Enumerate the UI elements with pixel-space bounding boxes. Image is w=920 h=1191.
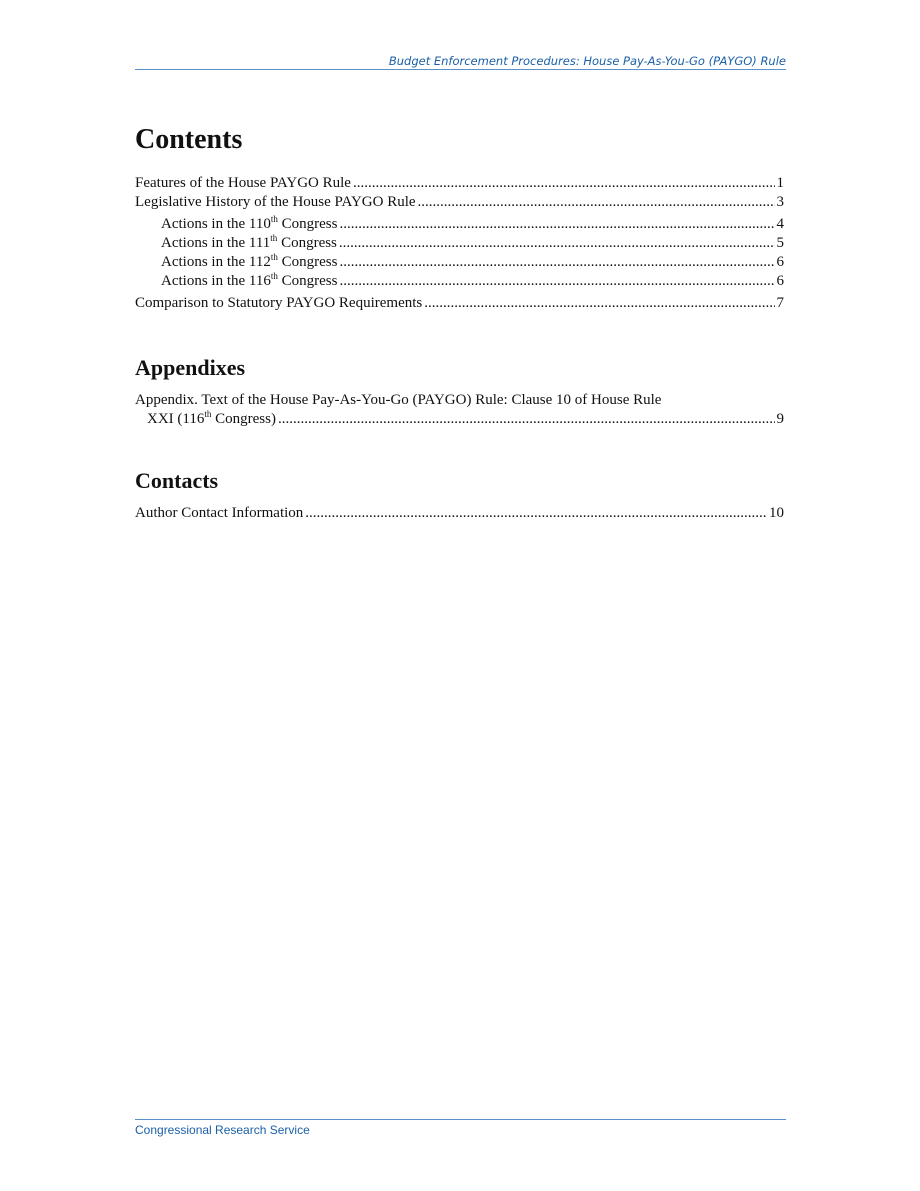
toc-page-number: 9	[776, 411, 784, 427]
toc-entry-label-line2-row	[135, 410, 784, 429]
contacts-heading: Contacts	[135, 468, 219, 493]
toc-page-number: 6	[776, 254, 784, 270]
toc-entry-116th-congress[interactable]	[135, 272, 784, 291]
toc-entry-111th-congress[interactable]	[135, 234, 784, 253]
toc-dot-leader	[278, 410, 775, 429]
contents-heading: Contents	[135, 124, 243, 155]
contents-toc-list	[135, 174, 784, 313]
toc-page-number: 4	[776, 216, 784, 232]
toc-page-number: 5	[776, 235, 784, 251]
toc-page-number: 6	[776, 273, 784, 289]
toc-dot-leader	[305, 504, 767, 523]
toc-entry-features[interactable]	[135, 174, 784, 193]
toc-page-number: 10	[769, 505, 784, 521]
toc-entry-author-contact[interactable]	[135, 504, 784, 523]
toc-dot-leader	[339, 253, 774, 272]
toc-page-number: 1	[776, 175, 784, 191]
toc-entry-label: Actions in the 116th Congress	[161, 271, 338, 289]
footer-organization: Congressional Research Service	[135, 1123, 310, 1137]
toc-page-number: 3	[776, 194, 784, 210]
appendixes-toc-list	[135, 391, 784, 429]
toc-page-number: 7	[776, 295, 784, 311]
toc-entry-label: Actions in the 112th Congress	[161, 252, 338, 270]
toc-dot-leader	[353, 174, 775, 193]
toc-dot-leader	[339, 234, 775, 253]
toc-entry-112th-congress[interactable]	[135, 253, 784, 272]
toc-dot-leader	[418, 193, 775, 212]
toc-dot-leader	[424, 294, 774, 313]
toc-entry-label: Actions in the 110th Congress	[161, 214, 338, 232]
toc-entry-label: Features of the House PAYGO Rule	[135, 175, 351, 191]
toc-entry-110th-congress[interactable]	[135, 215, 784, 234]
toc-dot-leader	[339, 215, 774, 234]
toc-entry-label: Author Contact Information	[135, 505, 304, 521]
appendixes-heading: Appendixes	[135, 355, 246, 380]
toc-entry-label: Actions in the 111th Congress	[161, 233, 337, 251]
toc-entry-label: Comparison to Statutory PAYGO Requirements	[135, 295, 423, 311]
running-header-title: Budget Enforcement Procedures: House Pay-As-You-Go (PAYGO) Rule	[388, 54, 786, 68]
footer-divider	[135, 1119, 786, 1120]
contacts-toc-list	[135, 504, 784, 523]
toc-entry-label-line1: Appendix. Text of the House Pay-As-You-Go (PAYGO) Rule: Clause 10 of House Rule	[135, 392, 662, 408]
toc-dot-leader	[339, 272, 774, 291]
header-divider	[135, 69, 786, 70]
toc-entry-legislative-history[interactable]	[135, 193, 784, 212]
toc-entry-label: Legislative History of the House PAYGO Rule	[135, 194, 416, 210]
toc-entry-comparison[interactable]	[135, 294, 784, 313]
toc-entry-appendix[interactable]	[135, 391, 784, 429]
toc-entry-label-line2: XXI (116th Congress)	[147, 409, 276, 427]
